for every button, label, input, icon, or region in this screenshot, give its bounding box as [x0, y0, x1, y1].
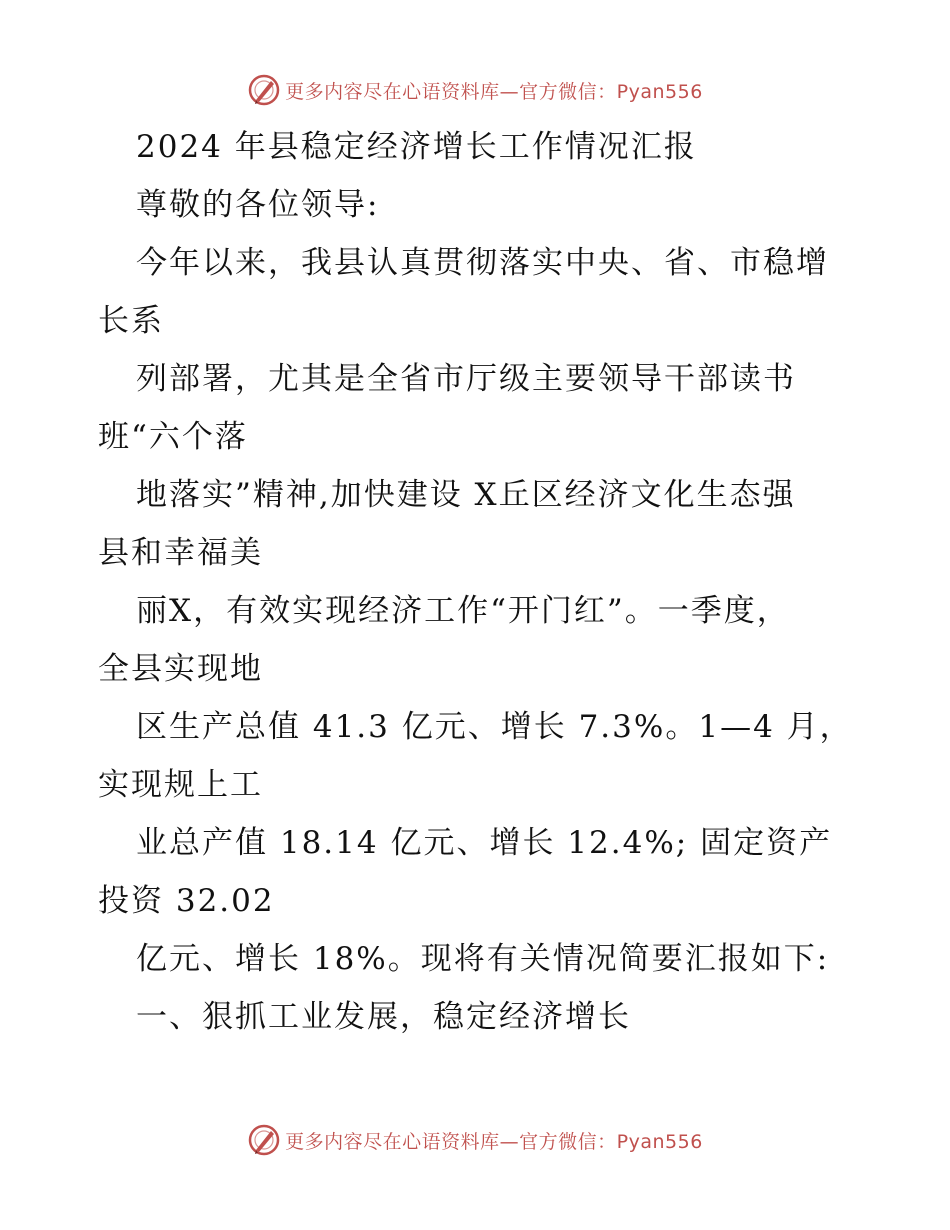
paragraph-line: 实现规上工	[98, 767, 263, 803]
paragraph-line: 投资 32.02	[98, 883, 275, 919]
quill-pen-logo-icon	[247, 1123, 281, 1157]
paragraph-line: 丽X，有效实现经济工作“开门红”。一季度，	[136, 593, 790, 629]
paragraph-line: 长系	[98, 303, 164, 339]
quill-pen-logo-icon	[247, 73, 281, 107]
paragraph-line: 今年以来，我县认真贯彻落实中央、省、市稳增	[136, 245, 829, 281]
paragraph-line: 全县实现地	[98, 651, 263, 687]
watermark-text: 更多内容尽在心语资料库—官方微信：Pyan556	[285, 80, 703, 103]
watermark-header	[0, 70, 950, 110]
paragraph-line: 区生产总值 41.3 亿元、增长 7.3%。1—4 月，	[136, 709, 853, 745]
paragraph-line: 列部署，尤其是全省市厅级主要领导干部读书	[136, 361, 796, 397]
paragraph-line: 亿元、增长 18%。现将有关情况简要汇报如下:	[136, 941, 830, 977]
watermark-footer	[0, 1120, 950, 1160]
document-body	[98, 118, 858, 1046]
section-heading: 一、狠抓工业发展，稳定经济增长	[136, 999, 631, 1035]
watermark-text: 更多内容尽在心语资料库—官方微信：Pyan556	[285, 1130, 703, 1153]
paragraph-line: 业总产值 18.14 亿元、增长 12.4%; 固定资产	[136, 825, 833, 861]
paragraph-line: 地落实”精神,加快建设 X丘区经济文化生态强	[136, 477, 796, 513]
paragraph-line: 班“六个落	[98, 419, 248, 455]
document-title: 2024 年县稳定经济增长工作情况汇报	[136, 129, 697, 165]
salutation: 尊敬的各位领导:	[136, 187, 380, 223]
paragraph-line: 县和幸福美	[98, 535, 263, 571]
